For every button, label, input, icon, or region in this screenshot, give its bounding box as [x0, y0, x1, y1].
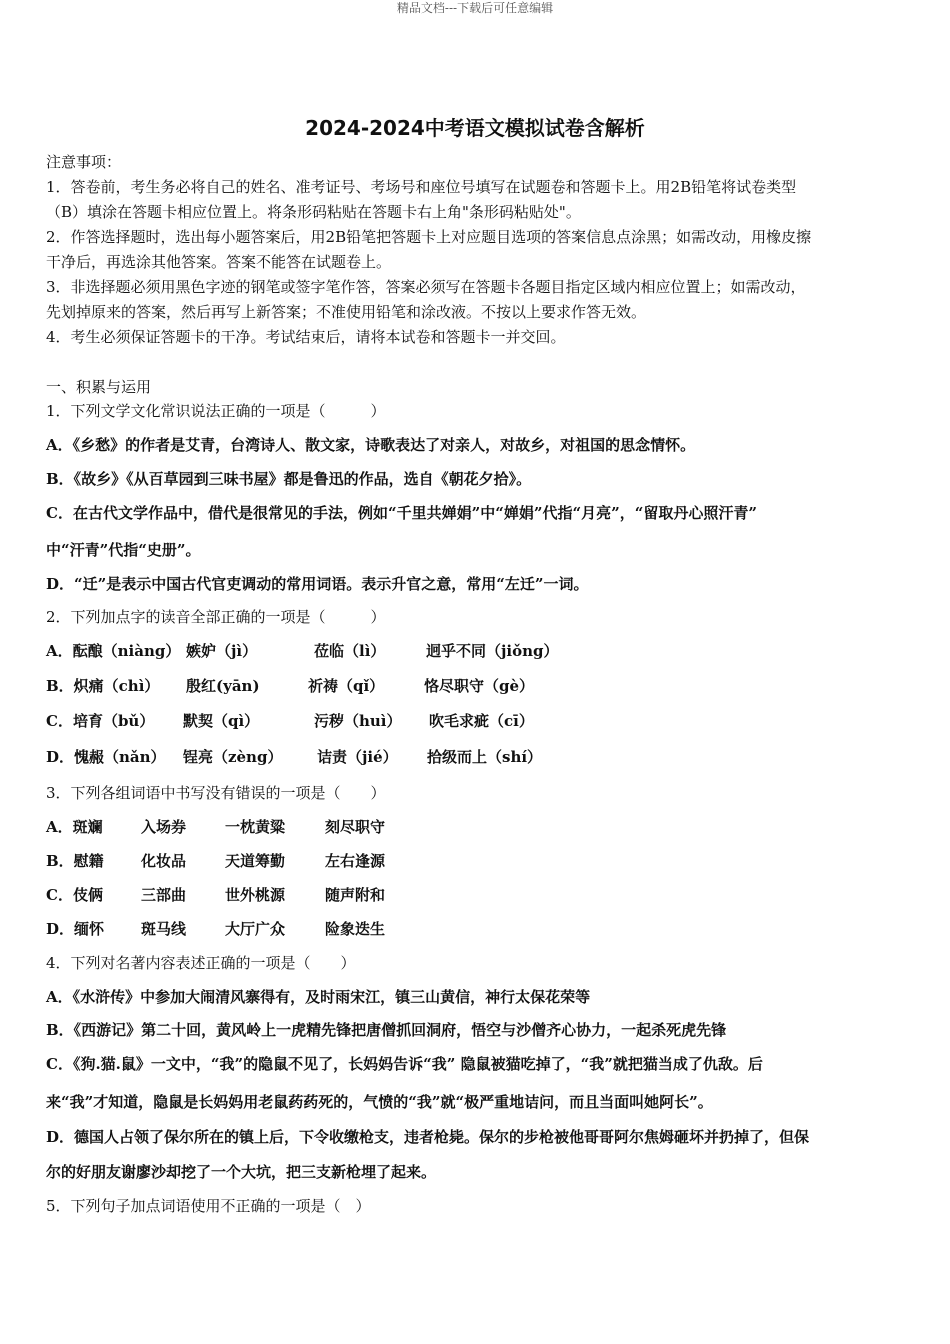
q2-d-item: 锃亮（zèng） — [183, 748, 283, 766]
q3-b-item: 左右逢源 — [325, 852, 386, 870]
q3-d-item: 大厅广众 — [225, 920, 286, 938]
q4-option-d: D．德国人占领了保尔所在的镇上后，下令收缴枪支，违者枪毙。保尔的步枪被他哥哥阿尔焦姆砸坏并扔掉了，但保 — [46, 1128, 810, 1146]
q3-a-item: 一枕黄粱 — [225, 818, 286, 836]
notice-line: 2．作答选择题时，选出每小题答案后，用2B铅笔把答题卡上对应题目选项的答案信息点涂黑；如需改动，用橡皮擦 — [46, 228, 812, 246]
q3-c-item: 随声附和 — [325, 886, 386, 904]
q3-stem: 3．下列各组词语中书写没有错误的一项是（ ） — [46, 784, 386, 802]
q2-d-item: 拾级而上（shí） — [427, 748, 543, 766]
q2-d-item: D．愧赧（nǎn） — [46, 748, 166, 766]
q4-option-d-cont: 尔的好朋友谢廖沙却挖了一个大坑，把三支新枪埋了起来。 — [46, 1163, 437, 1181]
q3-d-item: D．缅怀 — [46, 920, 105, 938]
notice-line: 1．答卷前，考生务必将自己的姓名、准考证号、考场号和座位号填写在试题卷和答题卡上。用2B铅笔将试卷类型 — [46, 178, 797, 196]
q3-option-b — [46, 851, 385, 871]
q2-b-item: B．炽痛（chì） — [46, 677, 160, 695]
q2-b-item: 祈祷（qǐ） — [308, 677, 385, 695]
notice-line: （B）填涂在答题卡相应位置上。将条形码粘贴在答题卡右上角"条形码粘贴处"。 — [46, 203, 581, 221]
section-heading: 一、积累与运用 — [46, 378, 152, 396]
q1-option-a: A．《乡愁》的作者是艾青，台湾诗人、散文家，诗歌表达了对亲人，对故乡，对祖国的思念情怀。 — [46, 436, 696, 454]
q4-option-c-cont: 来“我”才知道，隐鼠是长妈妈用老鼠药药死的，气愤的“我”就“极严重地诘问，而且当面叫她阿长”。 — [46, 1093, 713, 1111]
q3-option-a — [46, 817, 385, 837]
q3-d-item: 险象迭生 — [325, 920, 386, 938]
q3-c-item: C．伎俩 — [46, 886, 103, 904]
q2-c-item: 吹毛求疵（cī） — [429, 712, 534, 730]
q2-option-d — [46, 747, 542, 767]
q3-c-item: 三部曲 — [141, 886, 187, 904]
q3-a-item: A．斑斓 — [46, 818, 103, 836]
q2-stem: 2．下列加点字的读音全部正确的一项是（ ） — [46, 608, 386, 626]
q2-a-item: 嫉妒（jì） — [186, 642, 258, 660]
q2-c-item: 默契（qì） — [183, 712, 260, 730]
q3-d-item: 斑马线 — [141, 920, 187, 938]
notice-line: 3．非选择题必须用黑色字迹的钢笔或签字笔作答，答案必须写在答题卡各题目指定区域内相应位置上；如需改动， — [46, 278, 806, 296]
notice-heading: 注意事项： — [46, 153, 122, 171]
q2-b-item: 殷红(yān) — [186, 677, 260, 695]
q2-option-a — [46, 641, 559, 661]
q3-option-d — [46, 919, 385, 939]
q2-option-c — [46, 711, 534, 731]
q2-a-item: 迥乎不同（jiǒng） — [426, 642, 559, 660]
q3-b-item: 化妆品 — [141, 852, 187, 870]
q3-c-item: 世外桃源 — [225, 886, 286, 904]
q3-b-item: 天道筹勤 — [225, 852, 286, 870]
q3-b-item: B．慰籍 — [46, 852, 104, 870]
page-header: 精品文档---下载后可任意编辑 — [396, 1, 554, 15]
q1-option-d: D．“迁”是表示中国古代官吏调动的常用词语。表示升官之意，常用“左迁”一词。 — [46, 575, 589, 593]
q2-a-item: A．酝酿（niàng） — [46, 642, 181, 660]
q2-option-b — [46, 676, 534, 696]
notice-line: 干净后，再选涂其他答案。答案不能答在试题卷上。 — [46, 253, 392, 271]
q3-option-c — [46, 885, 385, 905]
q4-option-a: A．《水浒传》中参加大闹清风寨得有，及时雨宋江，镇三山黄信，神行太保花荣等 — [46, 988, 591, 1006]
notice-line: 4．考生必须保证答题卡的干净。考试结束后，请将本试卷和答题卡一并交回。 — [46, 328, 566, 346]
q2-c-item: C．培育（bǔ） — [46, 712, 155, 730]
q1-option-c-cont: 中“汗青”代指“史册”。 — [46, 541, 201, 559]
q4-option-b: B．《西游记》第二十回，黄风岭上一虎精先锋把唐僧抓回洞府，悟空与沙僧齐心协力，一起杀死虎先锋 — [46, 1021, 727, 1039]
q1-stem: 1．下列文学文化常识说法正确的一项是（ ） — [46, 402, 386, 420]
q2-a-item: 莅临（lì） — [314, 642, 386, 660]
q2-b-item: 恪尽职守（gè） — [424, 677, 535, 695]
q2-d-item: 诘责（jié） — [317, 748, 398, 766]
page-title: 2024-2024中考语文模拟试卷含解析 — [305, 116, 645, 140]
q2-c-item: 污秽（huì） — [314, 712, 402, 730]
q3-a-item: 入场券 — [141, 818, 187, 836]
notice-line: 先划掉原来的答案，然后再写上新答案；不准使用铅笔和涂改液。不按以上要求作答无效。 — [46, 303, 647, 321]
q1-option-b: B．《故乡》《从百草园到三味书屋》都是鲁迅的作品，选自《朝花夕拾》。 — [46, 470, 532, 488]
q1-option-c: C．在古代文学作品中，借代是很常见的手法，例如“千里共婵娟”中“婵娟”代指“月亮”，“留取丹心照汗青” — [46, 504, 757, 522]
q5-stem: 5．下列句子加点词语使用不正确的一项是（ ） — [46, 1197, 371, 1215]
q4-option-c: C．《狗.猫.鼠》一文中，“我”的隐鼠不见了，长妈妈告诉“我” 隐鼠被猫吃掉了，“我”就把猫当成了仇敌。后 — [46, 1055, 763, 1073]
q4-stem: 4．下列对名著内容表述正确的一项是（ ） — [46, 954, 356, 972]
q3-a-item: 刻尽职守 — [325, 818, 386, 836]
